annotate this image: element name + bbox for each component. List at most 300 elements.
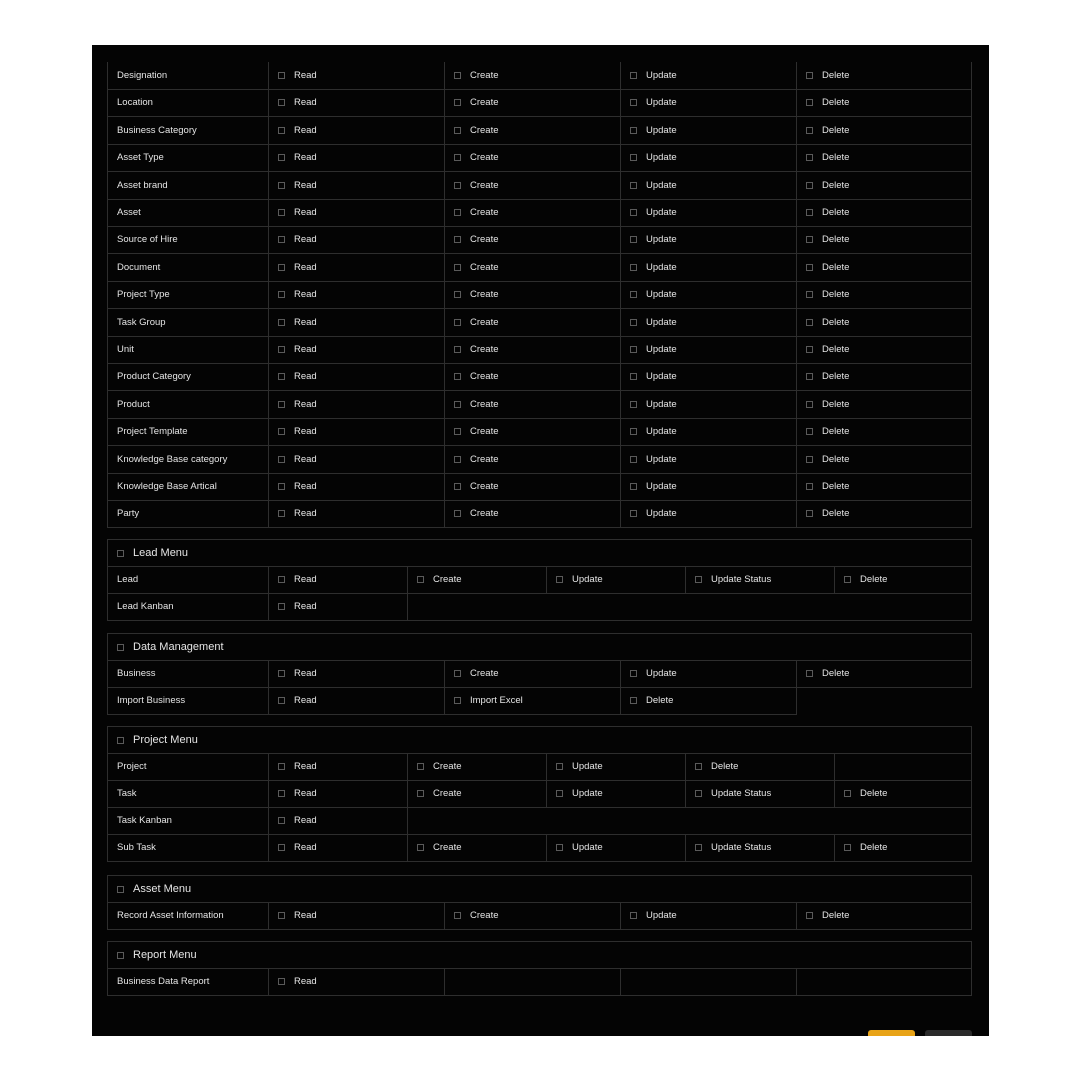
perm-create-cell[interactable] xyxy=(444,199,620,226)
checkbox[interactable] xyxy=(630,510,637,517)
checkbox[interactable] xyxy=(278,346,285,353)
checkbox[interactable] xyxy=(417,790,424,797)
checkbox[interactable] xyxy=(278,763,285,770)
checkbox[interactable] xyxy=(844,844,851,851)
checkbox[interactable] xyxy=(278,209,285,216)
perm-label: Update xyxy=(646,124,677,136)
perm-update-cell[interactable] xyxy=(620,902,796,929)
perm-label: Update xyxy=(572,761,603,772)
perm-label: Update xyxy=(646,152,677,164)
perm-read-cell[interactable] xyxy=(268,473,444,500)
section-title: Asset Menu xyxy=(133,883,192,895)
perm-update-cell[interactable] xyxy=(620,473,796,500)
checkbox[interactable] xyxy=(454,264,461,271)
checkbox[interactable] xyxy=(417,844,424,851)
checkbox[interactable] xyxy=(630,182,637,189)
perm-delete-cell[interactable] xyxy=(796,660,971,687)
perm-label: Delete xyxy=(822,398,850,410)
perm-create-cell[interactable] xyxy=(444,144,620,171)
perm-label: Delete xyxy=(822,481,850,492)
perm-update-cell[interactable] xyxy=(620,660,796,687)
perm-delete-cell[interactable] xyxy=(796,144,971,171)
perm-label: Update xyxy=(646,234,677,246)
checkbox[interactable] xyxy=(806,154,813,161)
perm-label: Read xyxy=(294,453,317,465)
checkbox[interactable] xyxy=(278,319,285,326)
perm-read-cell[interactable] xyxy=(268,446,444,473)
section-checkbox[interactable] xyxy=(117,550,124,557)
checkbox[interactable] xyxy=(454,483,461,490)
perm-label: Create xyxy=(433,788,462,799)
perm-update-cell[interactable] xyxy=(620,418,796,445)
checkbox[interactable] xyxy=(630,291,637,298)
perm-delete-cell[interactable] xyxy=(685,753,834,780)
permission-row xyxy=(107,62,972,90)
checkbox[interactable] xyxy=(454,670,461,677)
perm-label: Update xyxy=(646,70,677,81)
perm-label: Read xyxy=(294,371,317,383)
perm-delete-cell[interactable] xyxy=(796,363,971,390)
perm-delete-cell[interactable] xyxy=(796,199,971,226)
perm-update-cell[interactable] xyxy=(620,336,796,363)
checkbox[interactable] xyxy=(278,978,285,985)
checkbox[interactable] xyxy=(278,912,285,919)
perm-update-status-cell[interactable] xyxy=(685,566,834,593)
section-title: Lead Menu xyxy=(133,547,189,559)
perm-delete-cell[interactable] xyxy=(796,226,971,253)
perm-label: Import Excel xyxy=(470,695,523,706)
perm-update-cell[interactable] xyxy=(620,281,796,308)
checkbox[interactable] xyxy=(630,72,637,79)
perm-delete-cell[interactable] xyxy=(796,391,971,418)
perm-read-cell[interactable] xyxy=(268,968,444,995)
checkbox[interactable] xyxy=(454,456,461,463)
checkbox[interactable] xyxy=(806,209,813,216)
perm-delete-cell[interactable] xyxy=(796,500,971,527)
perm-update-cell[interactable] xyxy=(546,780,685,807)
perm-update-cell[interactable] xyxy=(546,834,685,861)
perm-update-cell[interactable] xyxy=(620,89,796,116)
checkbox[interactable] xyxy=(806,127,813,134)
permission-row-label: Business Category xyxy=(117,124,197,136)
permission-row-label: Asset brand xyxy=(117,179,168,191)
perm-delete-cell[interactable] xyxy=(796,117,971,144)
empty-cell xyxy=(796,968,971,995)
perm-create-cell[interactable] xyxy=(444,418,620,445)
checkbox[interactable] xyxy=(454,346,461,353)
perm-read-cell[interactable] xyxy=(268,902,444,929)
perm-label: Update Status xyxy=(711,842,772,853)
section-title: Report Menu xyxy=(133,949,197,961)
perm-read-cell[interactable] xyxy=(268,62,444,89)
checkbox[interactable] xyxy=(630,127,637,134)
perm-label: Delete xyxy=(822,289,850,301)
checkbox[interactable] xyxy=(630,912,637,919)
perm-label: Delete xyxy=(860,842,888,853)
perm-create-cell[interactable] xyxy=(407,753,546,780)
perm-label: Read xyxy=(294,124,317,136)
perm-label: Create xyxy=(433,842,462,853)
cancel-button[interactable] xyxy=(925,1030,972,1036)
perm-label: Update xyxy=(646,179,677,191)
checkbox[interactable] xyxy=(630,401,637,408)
perm-create-cell[interactable] xyxy=(444,309,620,336)
checkbox[interactable] xyxy=(278,817,285,824)
perm-create-cell[interactable] xyxy=(407,834,546,861)
checkbox[interactable] xyxy=(454,373,461,380)
perm-label: Update xyxy=(646,316,677,328)
checkbox[interactable] xyxy=(278,401,285,408)
checkbox[interactable] xyxy=(556,576,563,583)
checkbox[interactable] xyxy=(454,428,461,435)
checkbox[interactable] xyxy=(806,401,813,408)
checkbox[interactable] xyxy=(454,182,461,189)
perm-delete-cell[interactable] xyxy=(796,254,971,281)
checkbox[interactable] xyxy=(630,319,637,326)
perm-update-cell[interactable] xyxy=(620,62,796,89)
checkbox[interactable] xyxy=(630,236,637,243)
perm-delete-cell[interactable] xyxy=(834,780,971,807)
perm-label: Update xyxy=(646,453,677,465)
perm-read-cell[interactable] xyxy=(268,144,444,171)
checkbox[interactable] xyxy=(454,127,461,134)
perm-label: Delete xyxy=(822,207,850,218)
perm-label: Read xyxy=(294,976,317,987)
checkbox[interactable] xyxy=(454,236,461,243)
perm-label: Delete xyxy=(711,761,739,772)
checkbox[interactable] xyxy=(278,483,285,490)
perm-update-cell[interactable] xyxy=(620,226,796,253)
checkbox[interactable] xyxy=(695,763,702,770)
perm-read-cell[interactable] xyxy=(268,593,407,620)
permission-row-label: Knowledge Base Artical xyxy=(117,481,217,492)
section-header-lead-menu[interactable] xyxy=(107,539,972,567)
perm-update-cell[interactable] xyxy=(546,753,685,780)
section-checkbox[interactable] xyxy=(117,886,124,893)
checkbox[interactable] xyxy=(278,844,285,851)
perm-read-cell[interactable] xyxy=(268,172,444,199)
permission-row xyxy=(107,660,972,688)
checkbox[interactable] xyxy=(806,428,813,435)
perm-create-cell[interactable] xyxy=(444,902,620,929)
checkbox[interactable] xyxy=(630,428,637,435)
perm-update-status-cell[interactable] xyxy=(685,834,834,861)
perm-create-cell[interactable] xyxy=(407,566,546,593)
perm-delete-cell[interactable] xyxy=(796,418,971,445)
perm-create-cell[interactable] xyxy=(444,172,620,199)
perm-create-cell[interactable] xyxy=(444,281,620,308)
checkbox[interactable] xyxy=(454,510,461,517)
permission-row-label: Party xyxy=(117,508,140,520)
checkbox[interactable] xyxy=(454,401,461,408)
section-header-data-management[interactable] xyxy=(107,633,972,661)
checkbox[interactable] xyxy=(844,576,851,583)
perm-label: Delete xyxy=(822,234,850,246)
permission-row-label: Source of Hire xyxy=(117,234,178,246)
perm-delete-cell[interactable] xyxy=(796,309,971,336)
perm-delete-cell[interactable] xyxy=(796,89,971,116)
permission-row-label: Project xyxy=(117,761,147,772)
perm-update-cell[interactable] xyxy=(620,446,796,473)
permission-row-label: Record Asset Information xyxy=(117,910,224,921)
perm-label: Delete xyxy=(822,668,850,679)
perm-label: Read xyxy=(294,815,317,826)
perm-label: Read xyxy=(294,152,317,164)
checkbox[interactable] xyxy=(454,72,461,79)
perm-read-cell[interactable] xyxy=(268,309,444,336)
checkbox[interactable] xyxy=(278,576,285,583)
perm-read-cell[interactable] xyxy=(268,199,444,226)
save-button[interactable] xyxy=(868,1030,915,1036)
perm-label: Read xyxy=(294,761,317,772)
permission-row-label: Unit xyxy=(117,344,134,355)
checkbox[interactable] xyxy=(556,844,563,851)
checkbox[interactable] xyxy=(454,319,461,326)
permission-row-label: Sub Task xyxy=(117,842,156,853)
checkbox[interactable] xyxy=(417,763,424,770)
perm-delete-cell[interactable] xyxy=(796,281,971,308)
checkbox[interactable] xyxy=(278,72,285,79)
checkbox[interactable] xyxy=(278,182,285,189)
section-checkbox[interactable] xyxy=(117,737,124,744)
perm-label: Create xyxy=(470,668,499,679)
checkbox[interactable] xyxy=(806,319,813,326)
perm-read-cell[interactable] xyxy=(268,254,444,281)
perm-label: Update xyxy=(646,481,677,492)
checkbox[interactable] xyxy=(695,576,702,583)
checkbox[interactable] xyxy=(630,264,637,271)
permission-row xyxy=(107,834,972,862)
perm-label: Delete xyxy=(646,695,674,706)
perm-create-cell[interactable] xyxy=(444,226,620,253)
perm-label: Read xyxy=(294,481,317,492)
perm-read-cell[interactable] xyxy=(268,281,444,308)
permission-row xyxy=(107,254,972,282)
permission-row xyxy=(107,902,972,930)
perm-label: Delete xyxy=(822,426,850,438)
checkbox[interactable] xyxy=(806,483,813,490)
perm-label: Create xyxy=(470,398,499,410)
perm-create-cell[interactable] xyxy=(444,254,620,281)
perm-delete-cell[interactable] xyxy=(796,473,971,500)
perm-create-cell[interactable] xyxy=(444,117,620,144)
checkbox[interactable] xyxy=(278,236,285,243)
checkbox[interactable] xyxy=(278,670,285,677)
perm-read-cell[interactable] xyxy=(268,391,444,418)
perm-delete-cell[interactable] xyxy=(796,902,971,929)
perm-delete-cell[interactable] xyxy=(796,446,971,473)
checkbox[interactable] xyxy=(278,154,285,161)
permission-row xyxy=(107,593,972,621)
checkbox[interactable] xyxy=(278,790,285,797)
checkbox[interactable] xyxy=(806,99,813,106)
checkbox[interactable] xyxy=(630,209,637,216)
checkbox[interactable] xyxy=(806,373,813,380)
perm-read-cell[interactable] xyxy=(268,117,444,144)
perm-label: Read xyxy=(294,261,317,273)
checkbox[interactable] xyxy=(417,576,424,583)
perm-read-cell[interactable] xyxy=(268,89,444,116)
checkbox[interactable] xyxy=(806,510,813,517)
perm-read-cell[interactable] xyxy=(268,834,407,861)
perm-label: Update xyxy=(646,668,677,679)
section-header-project-menu[interactable] xyxy=(107,726,972,754)
perm-read-cell[interactable] xyxy=(268,500,444,527)
checkbox[interactable] xyxy=(454,209,461,216)
perm-create-cell[interactable] xyxy=(444,336,620,363)
checkbox[interactable] xyxy=(806,72,813,79)
perm-label: Delete xyxy=(860,788,888,799)
perm-create-cell[interactable] xyxy=(444,473,620,500)
perm-update-cell[interactable] xyxy=(620,117,796,144)
checkbox[interactable] xyxy=(695,844,702,851)
checkbox[interactable] xyxy=(278,127,285,134)
empty-cell xyxy=(834,753,971,780)
checkbox[interactable] xyxy=(278,291,285,298)
checkbox[interactable] xyxy=(278,697,285,704)
section-header-asset-menu[interactable] xyxy=(107,875,972,903)
perm-delete-cell[interactable] xyxy=(796,62,971,89)
perm-read-cell[interactable] xyxy=(268,807,407,834)
checkbox[interactable] xyxy=(278,373,285,380)
permission-row-label: Business xyxy=(117,668,156,679)
checkbox[interactable] xyxy=(556,790,563,797)
checkbox[interactable] xyxy=(278,99,285,106)
perm-create-cell[interactable] xyxy=(444,660,620,687)
perm-import-excel-cell[interactable] xyxy=(444,687,620,714)
perm-read-cell[interactable] xyxy=(268,418,444,445)
perm-read-cell[interactable] xyxy=(268,687,444,714)
perm-label: Read xyxy=(294,842,317,853)
checkbox[interactable] xyxy=(454,154,461,161)
perm-read-cell[interactable] xyxy=(268,363,444,390)
checkbox[interactable] xyxy=(806,236,813,243)
checkbox[interactable] xyxy=(695,790,702,797)
checkbox[interactable] xyxy=(630,373,637,380)
section-checkbox[interactable] xyxy=(117,952,124,959)
perm-label: Create xyxy=(470,481,499,492)
checkbox[interactable] xyxy=(278,603,285,610)
perm-label: Read xyxy=(294,289,317,301)
perm-label: Delete xyxy=(822,910,850,921)
checkbox[interactable] xyxy=(630,483,637,490)
perm-label: Update xyxy=(646,426,677,438)
checkbox[interactable] xyxy=(806,291,813,298)
perm-update-cell[interactable] xyxy=(620,172,796,199)
perm-label: Create xyxy=(470,344,499,355)
perm-label: Delete xyxy=(822,179,850,191)
perm-label: Read xyxy=(294,426,317,438)
perm-create-cell[interactable] xyxy=(444,363,620,390)
perm-delete-cell[interactable] xyxy=(620,687,796,714)
checkbox[interactable] xyxy=(454,99,461,106)
perm-label: Update xyxy=(572,574,603,585)
perm-update-cell[interactable] xyxy=(620,500,796,527)
perm-delete-cell[interactable] xyxy=(834,566,971,593)
perm-create-cell[interactable] xyxy=(444,446,620,473)
perm-create-cell[interactable] xyxy=(407,780,546,807)
perm-update-cell[interactable] xyxy=(620,144,796,171)
perm-delete-cell[interactable] xyxy=(796,336,971,363)
permission-row-label: Asset Type xyxy=(117,152,164,164)
checkbox[interactable] xyxy=(630,99,637,106)
permission-row xyxy=(107,281,972,309)
perm-delete-cell[interactable] xyxy=(834,834,971,861)
checkbox[interactable] xyxy=(806,264,813,271)
perm-label: Update xyxy=(646,261,677,273)
perm-read-cell[interactable] xyxy=(268,660,444,687)
checkbox[interactable] xyxy=(278,456,285,463)
perm-read-cell[interactable] xyxy=(268,753,407,780)
checkbox[interactable] xyxy=(556,763,563,770)
perm-label: Read xyxy=(294,695,317,706)
perm-label: Read xyxy=(294,344,317,355)
perm-label: Create xyxy=(433,574,462,585)
perm-update-cell[interactable] xyxy=(620,309,796,336)
perm-update-cell[interactable] xyxy=(620,363,796,390)
permission-row xyxy=(107,473,972,501)
checkbox[interactable] xyxy=(630,456,637,463)
perm-create-cell[interactable] xyxy=(444,500,620,527)
permission-row xyxy=(107,780,972,808)
checkbox[interactable] xyxy=(454,697,461,704)
perm-create-cell[interactable] xyxy=(444,89,620,116)
checkbox[interactable] xyxy=(278,428,285,435)
checkbox[interactable] xyxy=(806,346,813,353)
checkbox[interactable] xyxy=(806,912,813,919)
checkbox[interactable] xyxy=(806,456,813,463)
checkbox[interactable] xyxy=(844,790,851,797)
checkbox[interactable] xyxy=(630,346,637,353)
perm-label: Read xyxy=(294,668,317,679)
permission-row xyxy=(107,172,972,200)
checkbox[interactable] xyxy=(630,670,637,677)
checkbox[interactable] xyxy=(806,182,813,189)
checkbox[interactable] xyxy=(630,154,637,161)
perm-update-cell[interactable] xyxy=(546,566,685,593)
perm-create-cell[interactable] xyxy=(444,62,620,89)
perm-update-cell[interactable] xyxy=(620,391,796,418)
permission-row xyxy=(107,117,972,145)
perm-update-cell[interactable] xyxy=(620,254,796,281)
perm-read-cell[interactable] xyxy=(268,566,407,593)
checkbox[interactable] xyxy=(454,912,461,919)
checkbox[interactable] xyxy=(806,670,813,677)
perm-label: Update xyxy=(646,910,677,921)
checkbox[interactable] xyxy=(630,697,637,704)
checkbox[interactable] xyxy=(278,510,285,517)
perm-create-cell[interactable] xyxy=(444,391,620,418)
section-checkbox[interactable] xyxy=(117,644,124,651)
perm-update-cell[interactable] xyxy=(620,199,796,226)
perm-label: Create xyxy=(470,70,499,81)
section-header-report-menu[interactable] xyxy=(107,941,972,969)
checkbox[interactable] xyxy=(278,264,285,271)
permission-row-label: Task Group xyxy=(117,316,166,328)
perm-update-status-cell[interactable] xyxy=(685,780,834,807)
perm-read-cell[interactable] xyxy=(268,780,407,807)
empty-cell xyxy=(620,968,796,995)
permission-row xyxy=(107,144,972,172)
perm-label: Update Status xyxy=(711,574,772,585)
perm-read-cell[interactable] xyxy=(268,336,444,363)
perm-label: Create xyxy=(470,910,499,921)
checkbox[interactable] xyxy=(454,291,461,298)
perm-read-cell[interactable] xyxy=(268,226,444,253)
perm-label: Create xyxy=(470,426,499,438)
perm-label: Create xyxy=(470,289,499,301)
perm-delete-cell[interactable] xyxy=(796,172,971,199)
